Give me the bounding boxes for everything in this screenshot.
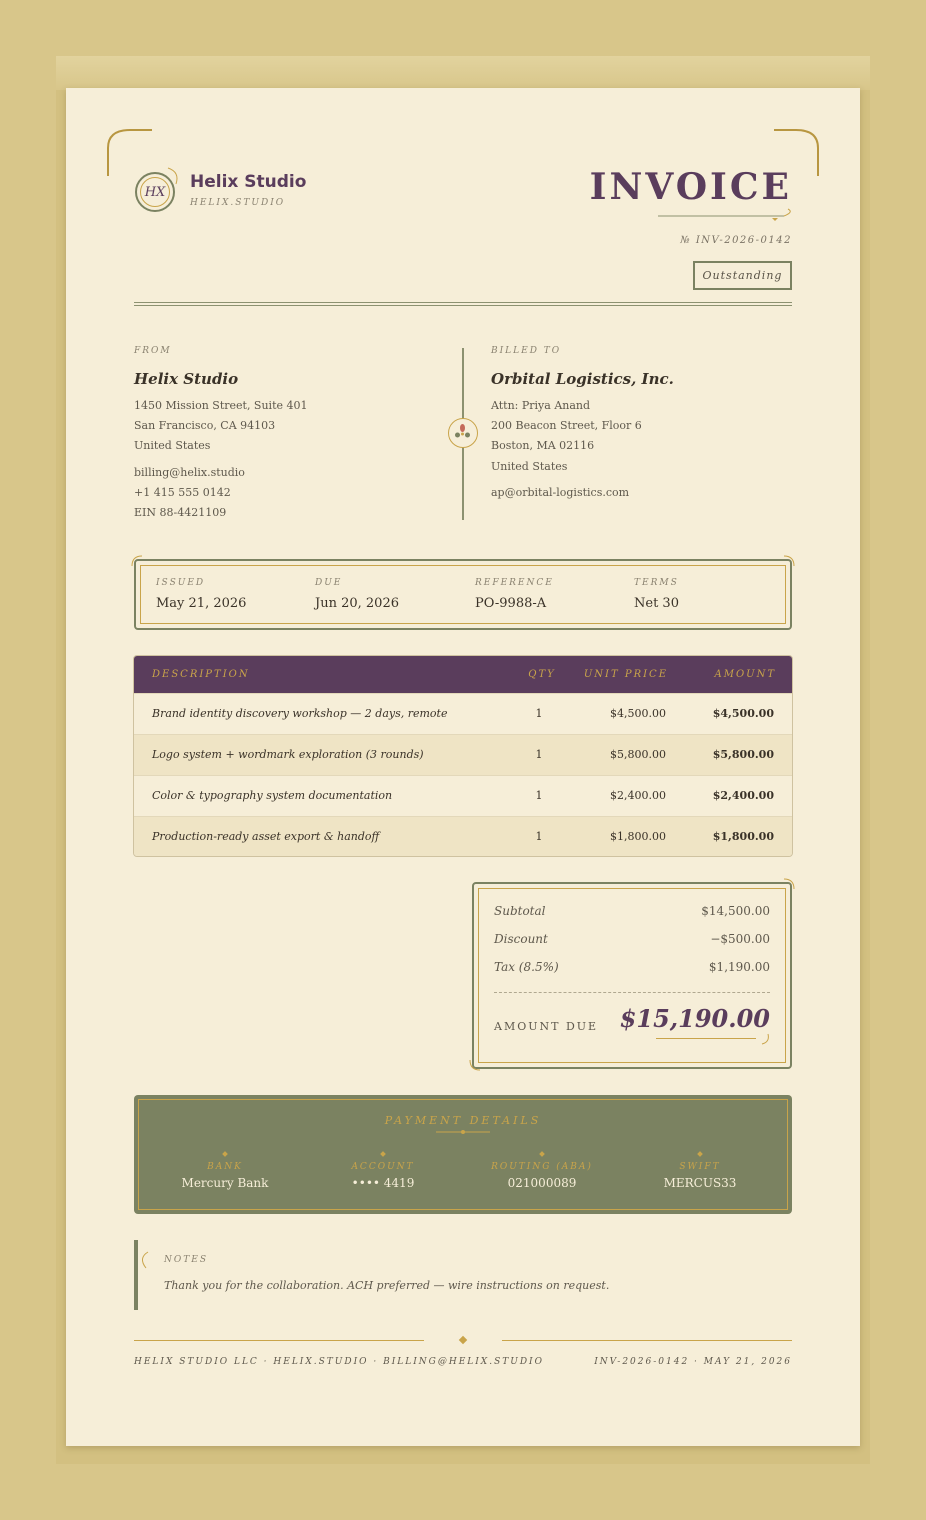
invoice-number: № INV-2026-0142 — [680, 235, 792, 246]
from-address-line: United States — [134, 439, 211, 452]
status-badge: Outstanding — [693, 261, 792, 290]
table-row — [134, 693, 793, 734]
billed-to-name: Orbital Logistics, Inc. — [491, 370, 674, 388]
discount-value: −$500.00 — [710, 932, 770, 946]
table-row — [134, 775, 793, 816]
botanical-icon — [449, 419, 476, 446]
divider-badge — [448, 418, 478, 448]
diamond-icon — [697, 1151, 703, 1157]
brand-name: Helix Studio — [190, 172, 307, 192]
table-row — [134, 816, 793, 857]
tax-label: Tax (8.5%) — [494, 960, 559, 974]
issued-value: May 21, 2026 — [156, 596, 247, 611]
brand-monogram: HX — [140, 177, 170, 207]
invoice-paper — [66, 88, 860, 1446]
page-title: INVOICE — [589, 166, 792, 208]
notes-flourish-icon — [136, 1250, 150, 1270]
payment-swift — [625, 1152, 775, 1190]
from-address-line: 1450 Mission Street, Suite 401 — [134, 399, 308, 412]
terms-label: TERMS — [634, 578, 679, 588]
amount-flourish-icon — [760, 1032, 772, 1046]
totals-divider — [494, 992, 770, 993]
subtotal-value: $14,500.00 — [701, 904, 770, 918]
row-amount: $1,800.00 — [712, 830, 774, 843]
footer-rule-right — [502, 1340, 792, 1341]
notes-text: Thank you for the collaboration. ACH preferred — wire instructions on request. — [164, 1279, 610, 1292]
payment-account — [308, 1152, 458, 1190]
row-amount: $5,800.00 — [712, 748, 774, 761]
amount-due-underline — [656, 1038, 756, 1039]
swift-label: SWIFT — [679, 1162, 721, 1172]
from-address-line: San Francisco, CA 94103 — [134, 419, 276, 432]
row-amount: $4,500.00 — [712, 707, 774, 720]
meta-box-inner — [140, 565, 786, 624]
tax-value: $1,190.00 — [708, 960, 770, 974]
row-qty: 1 — [535, 748, 543, 761]
meta-flourish-icon — [782, 554, 796, 568]
logo-swirl-icon — [166, 166, 182, 186]
payment-bank — [150, 1152, 300, 1190]
billed-to-address-line: United States — [491, 460, 568, 473]
meta-flourish-icon — [130, 554, 144, 568]
bank-value: Mercury Bank — [181, 1176, 269, 1190]
routing-label: ROUTING (ABA) — [491, 1162, 593, 1172]
totals-flourish-icon — [782, 877, 796, 891]
billed-to-label: BILLED TO — [491, 346, 562, 356]
from-name: Helix Studio — [134, 370, 239, 388]
from-ein: EIN 88-4421109 — [134, 506, 227, 519]
due-label: DUE — [315, 578, 343, 588]
column-header-amount: AMOUNT — [714, 669, 776, 680]
diamond-icon — [222, 1151, 228, 1157]
routing-value: 021000089 — [507, 1176, 577, 1190]
line-items-table — [133, 655, 793, 857]
row-unit-price: $5,800.00 — [610, 748, 666, 761]
due-value: Jun 20, 2026 — [315, 596, 399, 611]
table-header — [134, 656, 793, 693]
row-unit-price: $4,500.00 — [610, 707, 666, 720]
column-header-qty: QTY — [528, 669, 556, 680]
reference-label: REFERENCE — [475, 578, 554, 588]
account-value: •••• 4419 — [351, 1176, 415, 1190]
swift-value: MERCUS33 — [663, 1176, 737, 1190]
row-amount: $2,400.00 — [712, 789, 774, 802]
subtotal-label: Subtotal — [494, 904, 546, 918]
footer-invoice-ref: INV-2026-0142 · MAY 21, 2026 — [594, 1357, 792, 1367]
footer-diamond-icon — [459, 1336, 467, 1344]
row-unit-price: $2,400.00 — [610, 789, 666, 802]
from-label: FROM — [134, 346, 172, 356]
billed-to-address-line: 200 Beacon Street, Floor 6 — [491, 419, 642, 432]
row-qty: 1 — [535, 707, 543, 720]
column-header-description: DESCRIPTION — [152, 669, 250, 680]
row-unit-price: $1,800.00 — [610, 830, 666, 843]
from-email[interactable]: billing@helix.studio — [134, 466, 245, 479]
row-description: Color & typography system documentation — [152, 789, 393, 802]
corner-ornament-left-icon — [106, 128, 156, 178]
diamond-icon — [380, 1151, 386, 1157]
amount-due-value: $15,190.00 — [619, 1004, 770, 1033]
billed-to-address-line: Attn: Priya Anand — [491, 399, 591, 412]
totals-flourish-icon — [468, 1058, 482, 1072]
row-description: Logo system + wordmark exploration (3 rounds) — [152, 748, 424, 761]
table-row — [134, 734, 793, 775]
column-header-unit-price: UNIT PRICE — [583, 669, 668, 680]
reference-value: PO-9988-A — [475, 596, 547, 611]
row-qty: 1 — [535, 789, 543, 802]
notes-label: NOTES — [164, 1255, 208, 1265]
from-phone: +1 415 555 0142 — [134, 486, 231, 499]
bank-label: BANK — [207, 1162, 243, 1172]
billed-to-address-line: Boston, MA 02116 — [491, 439, 595, 452]
terms-value: Net 30 — [634, 596, 679, 611]
payment-routing — [467, 1152, 617, 1190]
diamond-icon — [539, 1151, 545, 1157]
account-label: ACCOUNT — [351, 1162, 415, 1172]
billed-to-email[interactable]: ap@orbital-logistics.com — [491, 486, 630, 499]
frame-top-shade — [56, 56, 870, 90]
payment-details-title: PAYMENT DETAILS — [384, 1114, 542, 1127]
header-divider — [134, 302, 792, 306]
row-description: Brand identity discovery workshop — 2 days, remote — [152, 707, 448, 720]
discount-label: Discount — [494, 932, 548, 946]
payment-title-ornament-icon — [434, 1128, 492, 1136]
row-description: Production-ready asset export & handoff — [152, 830, 380, 843]
amount-due-label: AMOUNT DUE — [494, 1020, 599, 1033]
row-qty: 1 — [535, 830, 543, 843]
brand-site: HELIX.STUDIO — [190, 198, 286, 208]
issued-label: ISSUED — [156, 578, 206, 588]
footer-rule-left — [134, 1340, 424, 1341]
footer-company: HELIX STUDIO LLC · HELIX.STUDIO · BILLING@HELIX.STUDIO — [134, 1357, 544, 1367]
title-underline-icon — [656, 208, 796, 222]
